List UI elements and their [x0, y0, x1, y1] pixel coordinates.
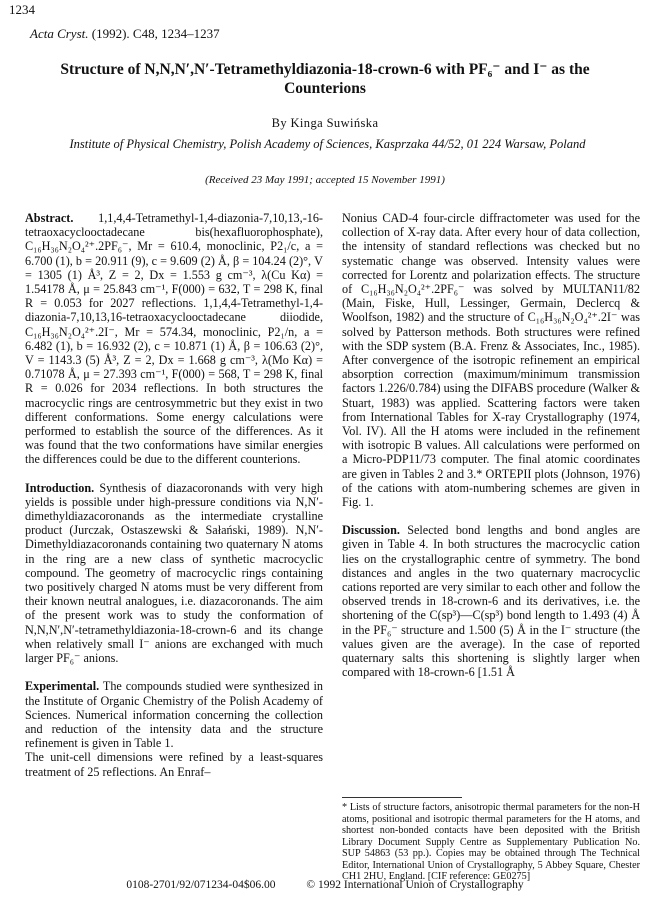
paragraph-text: The compounds studied were synthesized in the Institute of Organic Chemistry of the Polish Academy of Sciences. Numerical information concerning the collection and reduction of the intensity data and the structure refinement is given in Table 1.: [25, 679, 323, 751]
experimental-paragraph-2: [25, 750, 323, 778]
section-head: Experimental.: [25, 679, 100, 694]
page-number: 1234: [9, 2, 35, 17]
journal-citation: [30, 26, 220, 42]
title-line-1: Structure of N,N,N′,N′-Tetramethyldiazonia-18-crown-6 with PF₆⁻ and I⁻ as the: [60, 61, 590, 78]
section-head: Introduction.: [25, 480, 95, 495]
journal-year: (1992).: [91, 26, 130, 41]
paper-title: [20, 60, 630, 98]
experimental-continued: [342, 211, 640, 509]
journal-name: Acta Cryst.: [30, 26, 89, 41]
experimental-paragraph: [25, 679, 323, 750]
footnote-rule: [342, 797, 462, 798]
section-head: Discussion.: [342, 523, 400, 538]
page-footer: [0, 879, 650, 891]
received-dates: (Received 23 May 1991; accepted 15 November 1991): [205, 174, 445, 186]
journal-pages: 1234–1237: [161, 26, 220, 41]
affiliation: Institute of Physical Chemistry, Polish Academy of Sciences, Kasprzaka 44/52, 01 224 Warsaw, Poland: [69, 137, 586, 151]
paragraph-text: Nonius CAD-4 four-circle diffractometer was used for the collection of X-ray data. After every hour of data collection, the intensity of standard reflections was checked but no systematic change was observed. Intensity values were corrected for Lorentz and polarization effects. The structure of C₁₆H₃₆N₂O₄²⁺.2PF₆⁻ was solved by MULTAN11/82 (Main, Fiske, Hull, Lessinger, Germain, Declercq & Woolfson, 1982) and the structure of C₁₆H₃₆N₂O₄²⁺.2I⁻ was solved by Patterson methods. Both structures were refined with the SDP system (B.A. Frenz & Associates, Inc., 1985). After convergence of the isotropic refinement an empirical absorption correction (maximum/minimum transmission factors 1.226/0.784) using the DIFABS procedure (Walker & Stuart, 1983) was applied. Scattering factors were taken from International Tables for X-ray Crystallography (1974, Vol. IV). All the H atoms were included in the refinement with isotropic B values. All calculations were performed on a Micro-PDP11/73 computer. The final atomic coordinates are given in Tables 2 and 3.* ORTEPII plots (Johnson, 1976) of the cations with atom-numbering schemes are given in Fig. 1.: [342, 211, 640, 510]
title-line-2: Counterions: [284, 80, 366, 97]
left-column: [25, 211, 323, 779]
discussion-paragraph: [342, 523, 640, 679]
copyright: © 1992 International Union of Crystallography: [306, 879, 524, 891]
paragraph-text: Synthesis of diazacoronands with very high yields is possible under high-pressure conditions via N,N′-dimethyldiazacoronands as the intermediate crystalline product (Jurczak, Ostaszewski & Sałański, 1989). N,N′-Dimethyldiazacoronands containing two quaternary N atoms in the ring are a new class of synthetic macrocyclic compound. The geometry of macrocyclic rings containing two positively charged N atoms must be very different from their known neutral analogues, i.e. diazacoronands. The aim of the present work was to study the conformation of N,N,N′,N′-tetramethyldiazonia-18-crown-6 and its change when relatively small I⁻ anions are exchanged with much larger PF₆⁻ anions.: [25, 480, 323, 666]
paragraph-text: The unit-cell dimensions were refined by a least-squares treatment of 25 reflections. An Enraf–: [25, 750, 323, 779]
section-head: Abstract.: [25, 211, 74, 225]
introduction-paragraph: [25, 481, 323, 666]
right-column: [342, 211, 640, 680]
issn-code: 0108-2701/92/071234-04$06.00: [126, 879, 276, 891]
journal-volume: C48,: [132, 26, 158, 41]
footnote: * Lists of structure factors, anisotropic thermal parameters for the non-H atoms, positional and isotropic thermal parameters for the H atoms, and shortest non-bonded contacts have been deposited with the British Library Document Supply Centre as Supplementary Publication No. SUP 54863 (53 pp.). Copies may be obtained through The Technical Editor, International Union of Crystallography, 5 Abbey Square, Chester CH1 2HU, England. [CIF reference: GE0275]: [342, 802, 640, 882]
abstract-paragraph: [25, 211, 323, 467]
author: By Kinga Suwińska: [271, 116, 379, 130]
paragraph-text: 1,1,4,4-Tetramethyl-1,4-diazonia-7,10,13,-16-tetraoxacyclooctadecane bis(hexafluorophosphate), C₁₆H₃₆N₂O₄²⁺.2PF₆⁻, Mr = 610.4, monoclinic, P2₁/c, a = 6.700 (1), b = 20.911 (9), c = 9.609 (2) Å, β = 104.24 (2)°, V = 1305 (1) Å³, Z = 2, Dx = 1.553 g cm⁻³, λ(Cu Kα) = 1.54178 Å, μ = 25.843 cm⁻¹, F(000) = 632, T = 298 K, final R = 0.053 for 2027 reflections. 1,1,4,4-Tetramethyl-1,4-diazonia-7,10,13,16-tetraoxacyclooctadecane diiodide, C₁₆H₃₆N₂O₄²⁺.2I⁻, Mr = 574.34, monoclinic, P2₁/n, a = 6.482 (1), b = 16.932 (2), c = 10.871 (1) Å, β = 106.63 (2)°, V = 1143.3 (5) Å³, Z = 2, Dx = 1.668 g cm⁻³, λ(Mo Kα) = 0.71078 Å, μ = 27.393 cm⁻¹, F(000) = 568, T = 298 K, final R = 0.026 for 2034 reflections. In both structures the macrocyclic rings are centrosymmetric but they exist in two different conformations. Some energy calculations were performed to establish the source of the differences. As it was found that the two conformations have similar energies the differences could be due to the different counterions.: [25, 211, 323, 467]
paragraph-text: Selected bond lengths and bond angles are given in Table 4. In both structures the macrocyclic cation lies on the crystallographic centre of symmetry. The bond distances and angles in the two quaternary macrocyclic cations reported are very similar to each other and follow the observed trends in 18-crown-6 and its derivatives, i.e. the shortening of the C(sp³)—C(sp³) bond length to 1.493 (4) Å in the PF₆⁻ structure and 1.500 (5) Å in the I⁻ structure (the values given are the average). In the case of reported quaternary salts this shortening is slightly larger when compared with 18-crown-6 [1.51 Å: [342, 523, 640, 680]
